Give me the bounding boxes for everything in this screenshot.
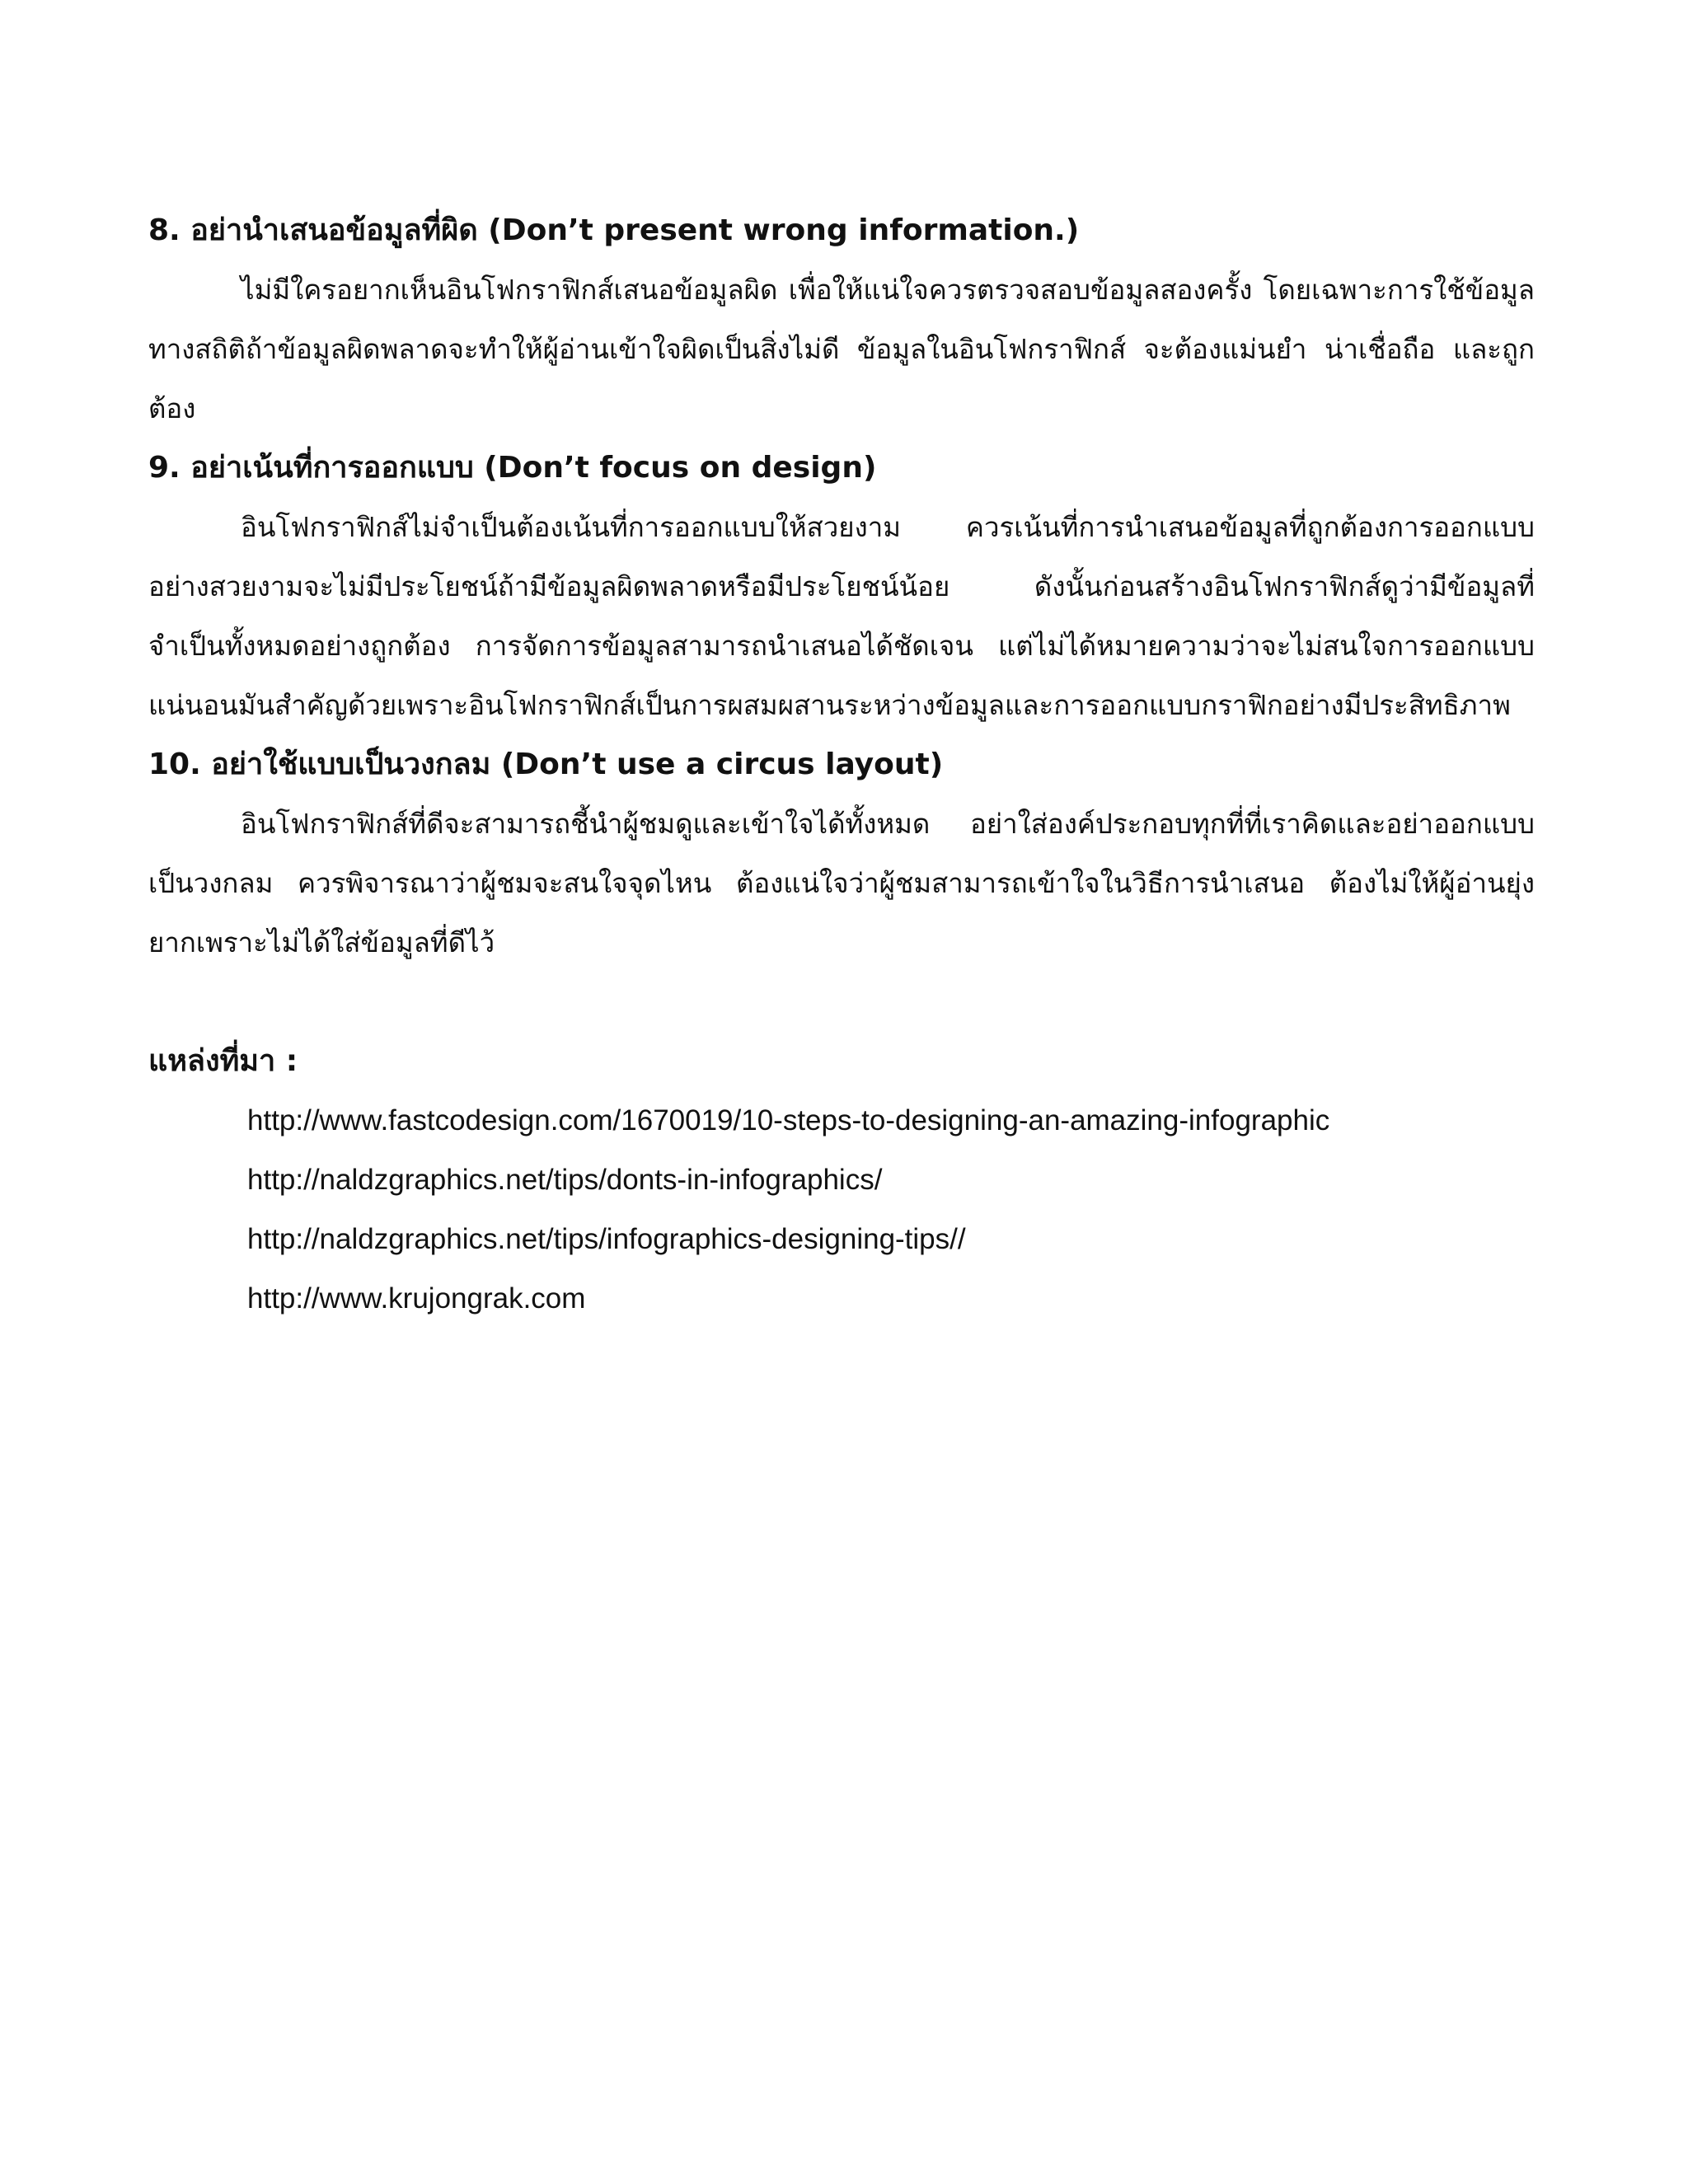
section-9-title: 9. อย่าเน้นที่การออกแบบ (Don’t focus on design) (148, 451, 877, 485)
source-link[interactable]: http://naldzgraphics.net/tips/donts-in-infographics/ (247, 1164, 883, 1196)
source-link[interactable]: http://www.krujongrak.com (247, 1282, 586, 1315)
section-9-body: อินโฟกราฟิกส์ไม่จำเป็นต้องเน้นที่การออกแบบให้สวยงาม ควรเน้นที่การนำเสนอข้อมูลที่ถูกต้องการออกแบบอย่างสวยงามจะไม่มีประโยชน์ถ้ามีข้อมูลผิดพลาดหรือมีประโยชน์น้อย ดังนั้นก่อนสร้างอินโฟกราฟิกส์ดูว่ามีข้อมูลที่จำเป็นทั้งหมดอย่างถูกต้อง การจัดการข้อมูลสามารถนำเสนอได้ชัดเจน แต่ไม่ได้หมายความว่าจะไม่สนใจการออกแบบแน่นอนมันสำคัญด้วยเพราะอินโฟกราฟิกส์เป็นการผสมผสานระหว่างข้อมูลและการออกแบบกราฟิกอย่างมีประสิทธิภาพ (148, 511, 1535, 721)
document-page (148, 201, 1535, 1329)
section-10 (148, 735, 1535, 972)
section-8-body: ไม่มีใครอยากเห็นอินโฟกราฟิกส์เสนอข้อมูลผิด เพื่อให้แน่ใจควรตรวจสอบข้อมูลสองครั้ง โดยเฉพาะการใช้ข้อมูลทางสถิติถ้าข้อมูลผิดพลาดจะทำให้ผู้อ่านเข้าใจผิดเป็นสิ่งไม่ดี ข้อมูลในอินโฟกราฟิกส์ จะต้องแม่นยำ น่าเชื่อถือ และถูกต้อง (148, 274, 1535, 424)
section-10-body: อินโฟกราฟิกส์ที่ดีจะสามารถชี้นำผู้ชมดูและเข้าใจได้ทั้งหมด อย่าใส่องค์ประกอบทุกที่ที่เราคิดและอย่าออกแบบเป็นวงกลม ควรพิจารณาว่าผู้ชมจะสนใจจุดไหน ต้องแน่ใจว่าผู้ชมสามารถเข้าใจในวิธีการนำเสนอ ต้องไม่ให้ผู้อ่านยุ่งยากเพราะไม่ได้ใส่ข้อมูลที่ดีไว้ (148, 808, 1535, 958)
section-spacer (148, 972, 1535, 1032)
sources-list (148, 1091, 1535, 1329)
section-9 (148, 438, 1535, 735)
source-link[interactable]: http://www.fastcodesign.com/1670019/10-steps-to-designing-an-amazing-infographic (247, 1104, 1330, 1137)
sources-section (148, 1032, 1535, 1329)
sources-title: แหล่งที่มา : (148, 1044, 298, 1078)
section-8 (148, 201, 1535, 438)
section-8-title: 8. อย่านำเสนอข้อมูลที่ผิด (Don’t present wrong information.) (148, 213, 1080, 247)
source-link[interactable]: http://naldzgraphics.net/tips/infographics-designing-tips// (247, 1223, 966, 1255)
section-10-title: 10. อย่าใช้แบบเป็นวงกลม (Don’t use a circus layout) (148, 748, 944, 781)
